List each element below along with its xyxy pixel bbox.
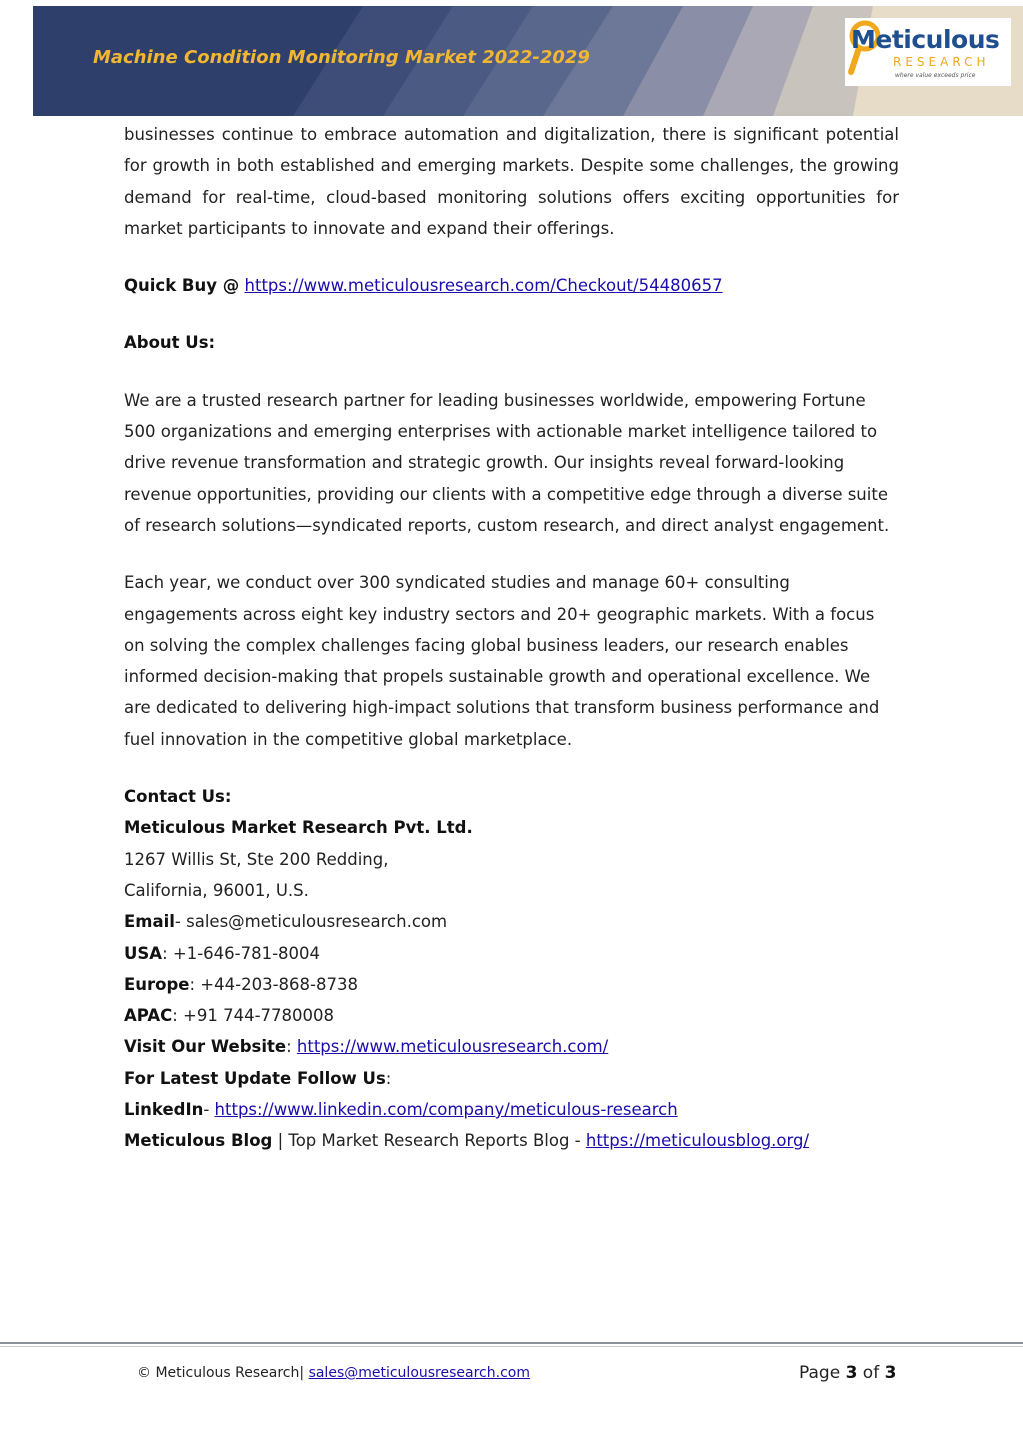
page-current: 3	[845, 1363, 858, 1383]
follow-separator: :	[385, 1068, 392, 1088]
linkedin-line	[124, 1094, 899, 1125]
email-value: - sales@meticulousresearch.com	[174, 912, 448, 932]
copyright-text: © Meticulous Research|	[137, 1365, 309, 1381]
apac-phone-line	[124, 1000, 899, 1031]
website-label: Visit Our Website	[124, 1037, 287, 1057]
linkedin-label: LinkedIn	[124, 1100, 204, 1120]
blog-line	[124, 1125, 899, 1156]
europe-label: Europe	[124, 974, 190, 994]
contact-heading: Contact Us:	[124, 787, 232, 807]
about-paragraph-2: Each year, we conduct over 300 syndicated studies and manage 60+ consulting engagements across eight key industry sectors and 20+ geographic markets. With a focus on solving the complex challenges facing global business leaders, our research enables informed decision-making that propels sustainable growth and operational excellence. We are dedicated to delivering high-impact solutions that transform business performance and fuel innovation in the competitive global marketplace.	[124, 573, 880, 749]
meticulous-logo	[845, 18, 1011, 86]
apac-label: APAC	[124, 1006, 173, 1026]
footer-divider-thin	[0, 1346, 1023, 1347]
page-total: 3	[884, 1363, 897, 1383]
website-line	[124, 1031, 899, 1062]
blog-text: | Top Market Research Reports Blog -	[272, 1131, 586, 1151]
company-name: Meticulous Market Research Pvt. Ltd.	[124, 818, 473, 838]
linkedin-link[interactable]: https://www.linkedin.com/company/meticulous-research	[214, 1100, 678, 1120]
address-line-2: California, 96001, U.S.	[124, 880, 309, 900]
website-separator: :	[286, 1037, 297, 1057]
quick-buy-label: Quick Buy @	[124, 276, 240, 296]
footer-email-link[interactable]: sales@meticulousresearch.com	[308, 1365, 530, 1381]
apac-phone: : +91 744-7780008	[172, 1006, 335, 1026]
quick-buy-line	[124, 270, 899, 301]
email-label: Email	[124, 912, 175, 932]
page-number	[799, 1363, 896, 1383]
page-word: Page	[799, 1363, 846, 1383]
europe-phone-line	[124, 969, 899, 1000]
usa-phone: : +1-646-781-8004	[162, 943, 321, 963]
logo-tagline: where value exceeds price	[895, 72, 976, 79]
logo-wordmark: Meticulous	[851, 25, 1000, 54]
usa-label: USA	[124, 943, 163, 963]
email-line	[124, 906, 899, 937]
page-content	[124, 119, 899, 1157]
footer-copyright	[137, 1365, 530, 1381]
logo-subword: RESEARCH	[893, 55, 990, 69]
report-title: Machine Condition Monitoring Market 2022-2029	[93, 47, 590, 68]
linkedin-separator: -	[203, 1100, 215, 1120]
quick-buy-link[interactable]: https://www.meticulousresearch.com/Checkout/54480657	[244, 276, 723, 296]
website-link[interactable]: https://www.meticulousresearch.com/	[296, 1037, 609, 1057]
footer-divider	[0, 1342, 1023, 1344]
blog-label: Meticulous Blog	[124, 1131, 273, 1151]
address-line-1: 1267 Willis St, Ste 200 Redding,	[124, 849, 389, 869]
about-paragraph-1: We are a trusted research partner for leading businesses worldwide, empowering Fortune 500 organizations and emerging enterprises with actionable market intelligence tailored to drive revenue transformation and strategic growth. Our insights reveal forward-looking revenue opportunities, providing our clients with a competitive edge through a diverse suite of research solutions—syndicated reports, custom research, and direct analyst engagement.	[124, 390, 890, 535]
header-banner	[33, 6, 1023, 116]
usa-phone-line	[124, 938, 899, 969]
about-heading: About Us:	[124, 333, 216, 353]
intro-paragraph: businesses continue to embrace automation and digitalization, there is significant potential for growth in both established and emerging markets. Despite some challenges, the growing demand for real-time, cloud-based monitoring solutions offers exciting opportunities for market participants to innovate and expand their offerings.	[124, 125, 899, 238]
follow-label: For Latest Update Follow Us	[124, 1068, 386, 1088]
europe-phone: : +44-203-868-8738	[189, 974, 358, 994]
page-of: of	[857, 1363, 885, 1383]
blog-link[interactable]: https://meticulousblog.org/	[585, 1131, 810, 1151]
follow-line	[124, 1063, 899, 1094]
